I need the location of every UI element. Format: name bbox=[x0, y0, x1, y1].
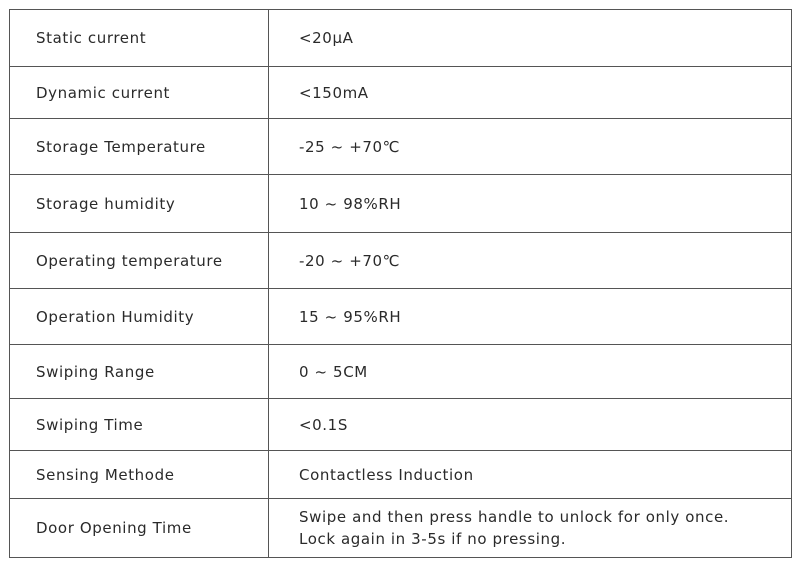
spec-value-line: Swipe and then press handle to unlock for only once. bbox=[299, 508, 730, 526]
spec-row-swiping-range bbox=[10, 345, 792, 399]
spec-label: Storage Temperature bbox=[10, 119, 269, 175]
spec-label: Dynamic current bbox=[10, 67, 269, 119]
spec-row-storage-humidity bbox=[10, 175, 792, 233]
spec-value: -25 ~ +70℃ bbox=[269, 119, 792, 175]
spec-value: 10 ~ 98%RH bbox=[269, 175, 792, 233]
spec-value: <20μA bbox=[269, 10, 792, 67]
spec-row-door-opening-time bbox=[10, 499, 792, 558]
spec-label: Swiping Range bbox=[10, 345, 269, 399]
spec-label: Storage humidity bbox=[10, 175, 269, 233]
spec-label: Door Opening Time bbox=[10, 499, 269, 558]
spec-row-operation-humidity bbox=[10, 289, 792, 345]
spec-row-swiping-time bbox=[10, 399, 792, 451]
spec-row-dynamic-current bbox=[10, 67, 792, 119]
spec-label: Static current bbox=[10, 10, 269, 67]
spec-value: <150mA bbox=[269, 67, 792, 119]
spec-label: Operation Humidity bbox=[10, 289, 269, 345]
spec-value: -20 ~ +70℃ bbox=[269, 233, 792, 289]
spec-value: 15 ~ 95%RH bbox=[269, 289, 792, 345]
spec-label: Operating temperature bbox=[10, 233, 269, 289]
spec-row-static-current bbox=[10, 10, 792, 67]
spec-row-operating-temperature bbox=[10, 233, 792, 289]
spec-row-storage-temperature bbox=[10, 119, 792, 175]
spec-value bbox=[269, 499, 792, 558]
spec-value: <0.1S bbox=[269, 399, 792, 451]
spec-table bbox=[9, 9, 792, 558]
spec-value: Contactless Induction bbox=[269, 451, 792, 499]
spec-row-sensing-method bbox=[10, 451, 792, 499]
spec-label: Swiping Time bbox=[10, 399, 269, 451]
spec-label: Sensing Methode bbox=[10, 451, 269, 499]
spec-value: 0 ~ 5CM bbox=[269, 345, 792, 399]
spec-value-line: Lock again in 3-5s if no pressing. bbox=[299, 530, 567, 548]
